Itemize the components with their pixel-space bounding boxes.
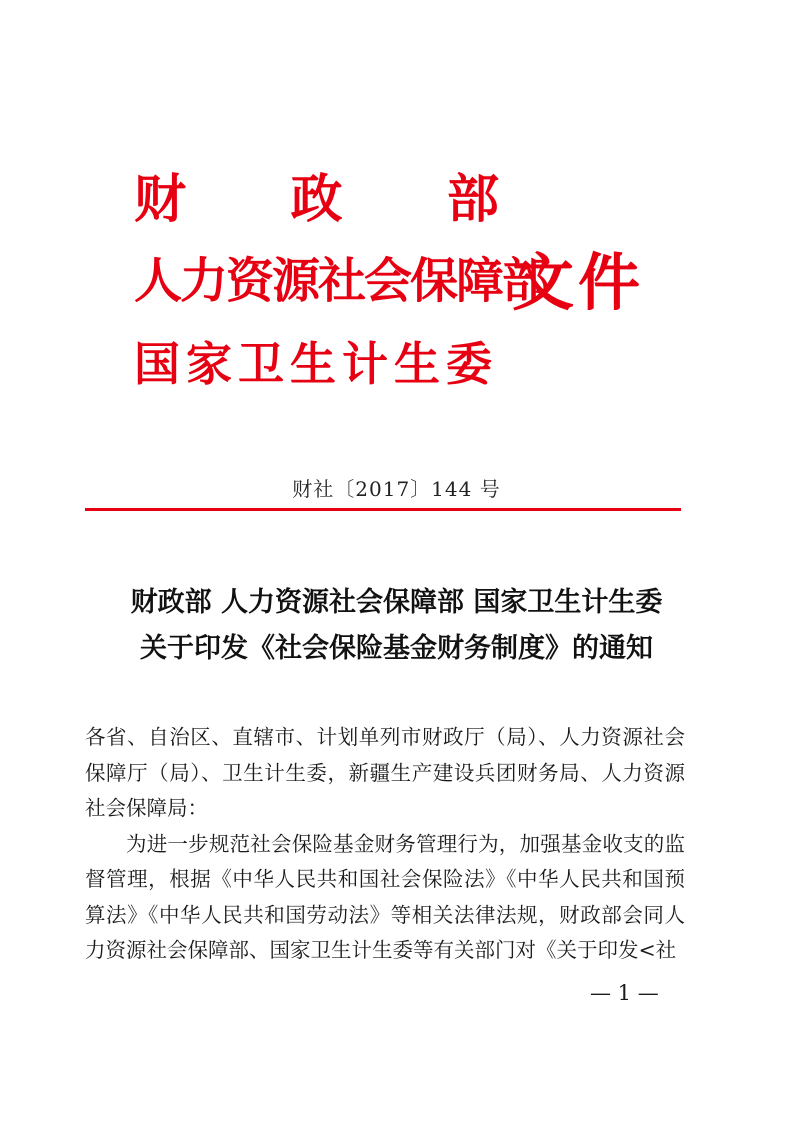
salutation: 各省、自治区、直辖市、计划单列市财政厅（局）、人力资源社会保障厅（局）、卫生计生委，新疆生产建设兵团财务局、人力资源社会保障局： (85, 725, 685, 820)
document-type-label: 文件 (512, 246, 645, 319)
red-divider-line (85, 508, 681, 511)
body-paragraph: 为进一步规范社会保险基金财务管理行为，加强基金收支的监督管理，根据《中华人民共和国社会保险法》《中华人民共和国预算法》《中华人民共和国劳动法》等相关法律法规，财政部会同人力资源社会保障部、国家卫生计生委等有关部门对《关于印发<社 (85, 831, 685, 962)
issuer-1-char: 部 (446, 170, 499, 230)
issuer-1-char: 政 (290, 170, 343, 230)
issuer-1-char: 财 (134, 170, 187, 230)
page-number: — 1 — (590, 981, 659, 1005)
document-title (0, 580, 793, 672)
title-line-1: 财政部 人力资源社会保障部 国家卫生计生委 (130, 587, 663, 618)
document-body (85, 720, 685, 969)
document-number: 财社〔2017〕144 号 (292, 477, 501, 501)
issuer-ministry-of-finance (134, 170, 499, 230)
issuer-health-commission: 国家卫生计生委 (134, 337, 498, 391)
issuer-ministry-of-human-resources: 人力资源社会保障部 (134, 253, 549, 309)
title-line-2: 关于印发《社会保险基金财务制度》的通知 (140, 633, 653, 664)
